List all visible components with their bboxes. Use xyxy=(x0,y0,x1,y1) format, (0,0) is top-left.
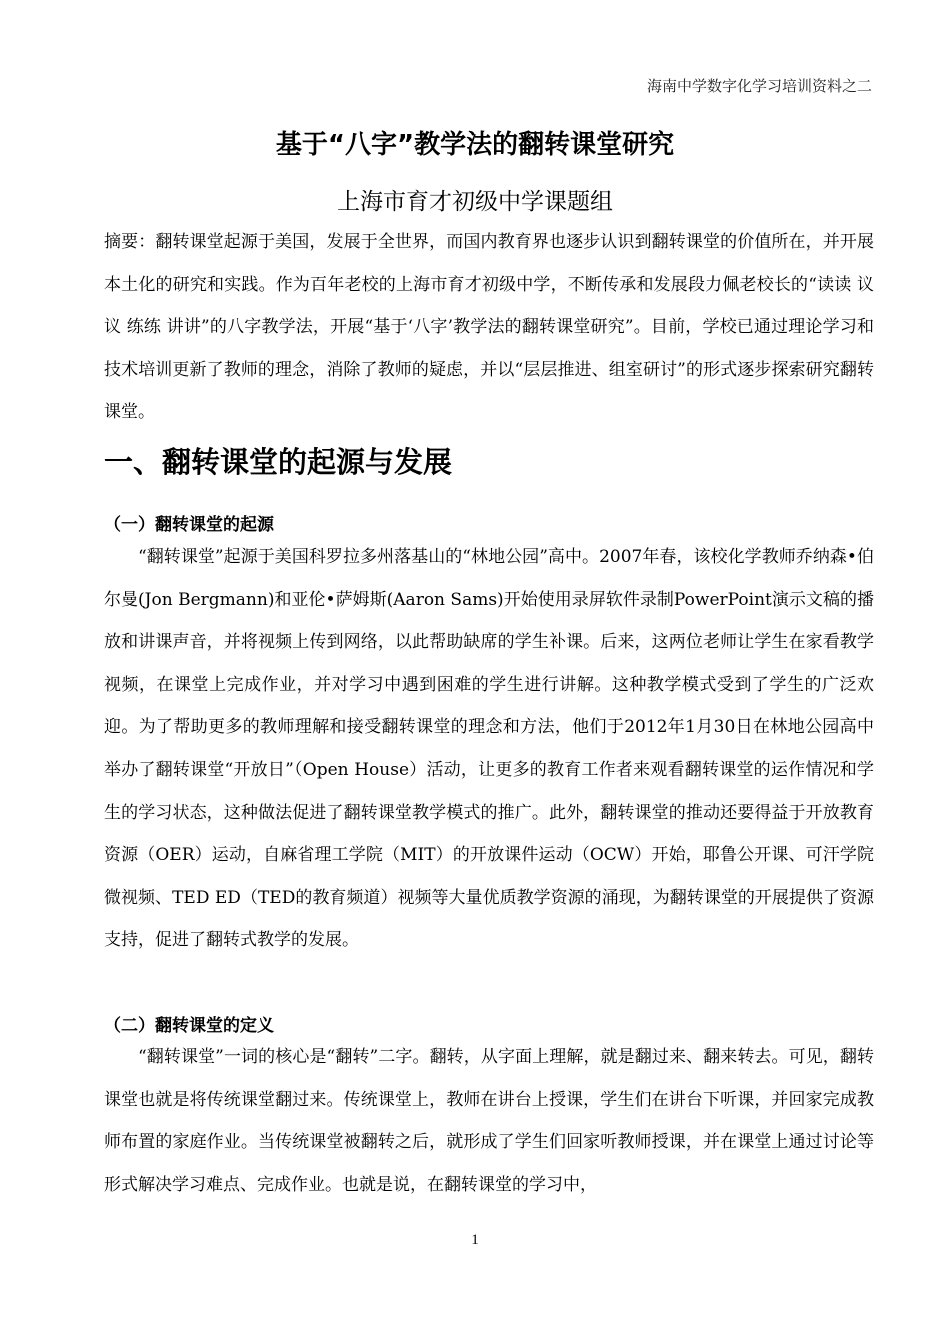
document-subtitle: 上海市育才初级中学课题组 xyxy=(337,189,613,215)
subsection-heading-definition: （二）翻转课堂的定义 xyxy=(104,1016,274,1036)
section-heading-1: 一、翻转课堂的起源与发展 xyxy=(104,445,453,479)
document-title: 基于“八字”教学法的翻转课堂研究 xyxy=(275,130,675,160)
page-number: 1 xyxy=(471,1232,479,1248)
definition-paragraph: “翻转课堂”一词的核心是“翻转”二字。翻转，从字面上理解，就是翻过来、翻来转去。可见，翻转课堂也就是将传统课堂翻过来。传统课堂上，教师在讲台上授课，学生们在讲台下听课，并回家完成教师布置的家庭作业。当传统课堂被翻转之后，就形成了学生们回家听教师授课，并在课堂上通过讨论等形式解决学习难点、完成作业。也就是说，在翻转课堂的学习中， xyxy=(104,1047,874,1195)
page-header: 海南中学数字化学习培训资料之二 xyxy=(646,77,872,95)
subsection-heading-origin: （一）翻转课堂的起源 xyxy=(104,515,274,535)
abstract-paragraph: 摘要：翻转课堂起源于美国，发展于全世界，而国内教育界也逐步认识到翻转课堂的价值所在，并开展本土化的研究和实践。作为百年老校的上海市育才初级中学，不断传承和发展段力佩老校长的“读读 议议 练练 讲讲”的八字教学法，开展“基于‘八字’教学法的翻转课堂研究”。目前，学校已通过理论学习和技术培训更新了教师的理念，消除了教师的疑虑，并以“层层推进、组室研讨”的形式逐步探索研究翻转课堂。 xyxy=(104,232,874,423)
origin-paragraph: “翻转课堂”起源于美国科罗拉多州落基山的“林地公园”高中。2007年春，该校化学教师乔纳森•伯尔曼(Jon Bergmann)和亚伦•萨姆斯(Aaron Sams)开始使用录屏软件录制PowerPoint演示文稿的播放和讲课声音，并将视频上传到网络，以此帮助缺席的学生补课。后来，这两位老师让学生在家看教学视频，在课堂上完成作业，并对学习中遇到困难的学生进行讲解。这种教学模式受到了学生的广泛欢迎。为了帮助更多的教师理解和接受翻转课堂的理念和方法，他们于2012年1月30日在林地公园高中举办了翻转课堂“开放日”（Open House）活动，让更多的教育工作者来观看翻转课堂的运作情况和学生的学习状态，这种做法促进了翻转课堂教学模式的推广。此外，翻转课堂的推动还要得益于开放教育资源（OER）运动，自麻省理工学院（MIT）的开放课件运动（OCW）开始，耶鲁公开课、可汗学院微视频、TED ED（TED的教育频道）视频等大量优质教学资源的涌现，为翻转课堂的开展提供了资源支持，促进了翻转式教学的发展。 xyxy=(104,547,874,951)
